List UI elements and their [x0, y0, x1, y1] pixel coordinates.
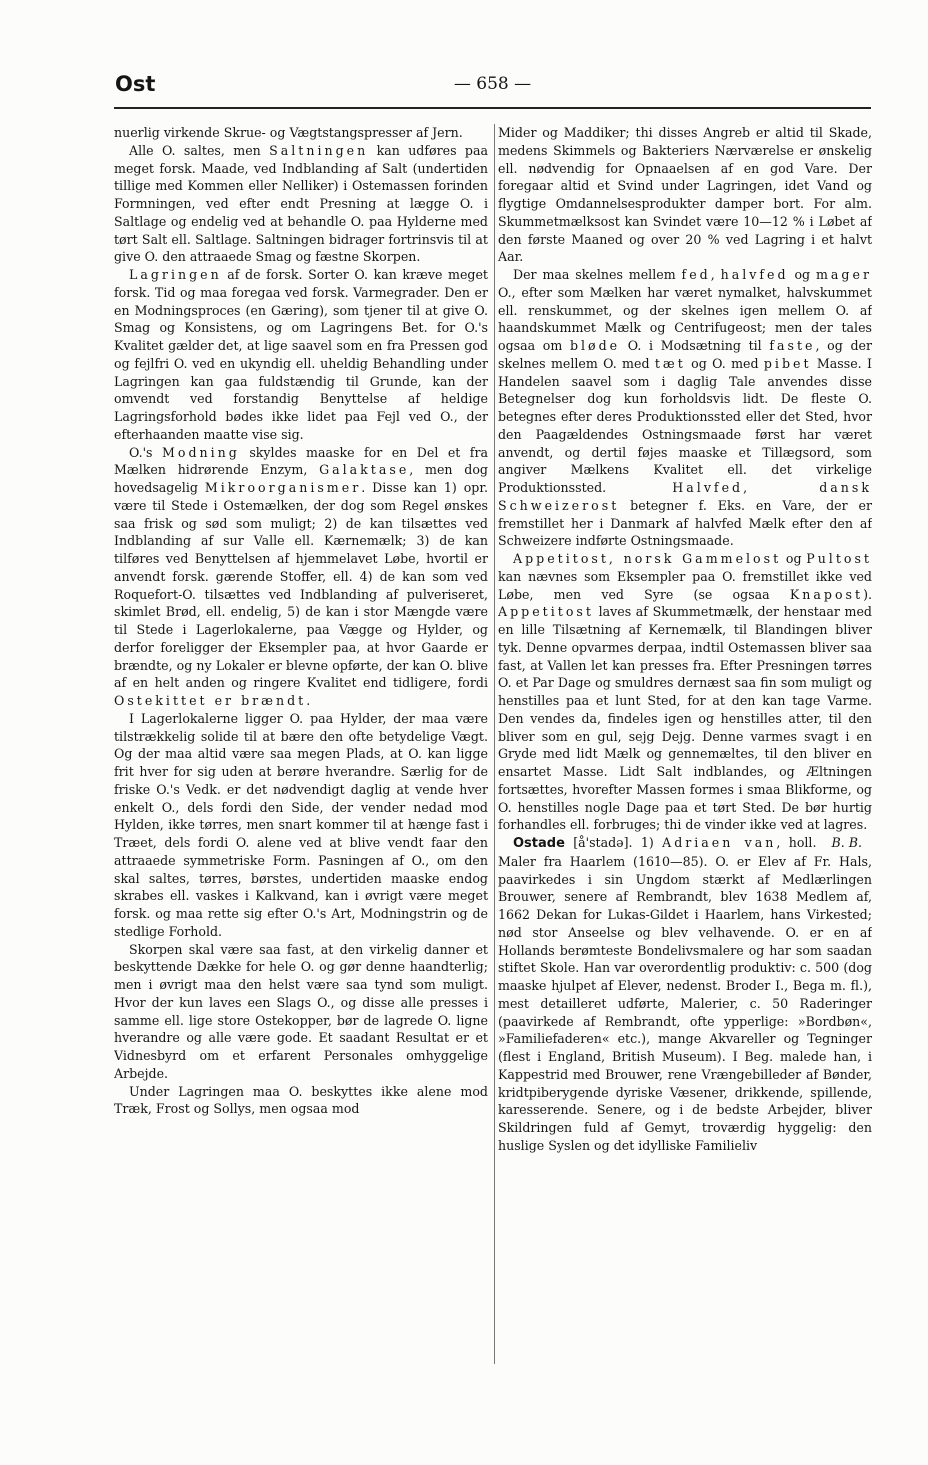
- paragraph: [114, 266, 488, 444]
- spaced-term: Adriaen van: [662, 835, 777, 850]
- text-run: , og der skelnes mellem O. med: [498, 338, 872, 371]
- spaced-term: Knapost: [789, 586, 864, 602]
- header-rule: [114, 107, 871, 109]
- page-number: — 658 —: [453, 74, 532, 94]
- text-run: betegner f. Eks. en Vare, der er fremstillet her i Danmark af halvfed Mælk efter den af Schweizere indførte Ostningsmaade.: [498, 497, 872, 549]
- text-run: [å'stadə]. 1): [564, 835, 663, 850]
- spaced-term: Appetitost: [498, 604, 594, 620]
- text-run: ).: [863, 586, 872, 602]
- spaced-term: Galaktase: [319, 462, 410, 478]
- paragraph: Under Lagringen maa O. beskyttes ikke alene mod Træk, Frost og Sollys, men ogsaa mod: [114, 1083, 488, 1117]
- text-run: , holl. Maler fra Haarlem (1610—85). O. er Elev af Fr. Hals, paavirkedes i sin Ungdom stærkt af Medlærlingen Brouwer, senere af Rembrandt, blev 1638 Medlem af, 1662 Dekan for Lukas-Gildet i Haarlem, hans Virkested; nød stor Anseelse og blev velhavende. O. er en af Hollands berømteste Bondelivsmalere og har som saadan stiftet Skole. Han var overordentlig produktiv: c. 500 (dog maaske hjulpet af Elever, nedenst. Broder I., Bega m. fl.), mest detailleret udførte, Malerier, c. 50 Raderinger (paavirkede af Rembrandt, ofte ypperlige: »Bordbøn«, »Familiefaderen« etc.), mange Akvareller og Tegninger (flest i England, British Museum). I Beg. malede han, i Kappestrid med Brouwer, rene Vrængebilleder af Bønder, kridtpiberygende dyriske Væsener, drikkende, spillende, karesserende. Senere, og i de bedste Arbejder, bliver Skildringen fuld af Gemyt, troværdig hyggelig: den huslige Syslen og det idylliske Familieliv: [498, 835, 872, 1153]
- entry-headword: Ostade: [513, 836, 565, 851]
- paragraph: [114, 444, 488, 710]
- page-header: [115, 72, 870, 102]
- text-run: Alle O. saltes, men: [129, 142, 270, 158]
- spaced-term: Mikroorganismer: [204, 480, 362, 495]
- text-run: Der maa skelnes mellem: [513, 267, 682, 282]
- spaced-term: tæt: [654, 355, 686, 371]
- left-column: [114, 124, 488, 1364]
- paragraph: [498, 834, 872, 1155]
- spaced-term: mager: [815, 267, 872, 282]
- spaced-term: bløde: [569, 338, 621, 353]
- paragraph: nuerlig virkende Skrue- og Vægtstangspresser af Jern.: [114, 125, 463, 140]
- text-run: kan nævnes som Eksempler paa O. fremstillet ikke ved Løbe, men ved Syre (se ogsaa: [498, 568, 872, 602]
- paragraph: [114, 142, 488, 266]
- paragraph: [498, 266, 872, 550]
- text-run: Masse. I Handelen saavel som i daglig Tale anvendes disse Betegnelser dog kun forholdsvis lidt. De fleste O. betegnes efter deres Produktionssted eller det Sted, hvor den Paagældendes Ostningsmaade først har været anvendt, og dertil føjes maaske et Tillægsord, som angiver Mælkens Kvalitet ell. det virkelige Produktionssted.: [498, 355, 872, 495]
- spaced-term: Modning: [162, 444, 240, 460]
- text-run: .: [306, 693, 311, 708]
- spaced-term: faste: [769, 338, 816, 353]
- spaced-term: Pultost: [806, 551, 872, 566]
- spaced-term: Saltningen: [269, 142, 369, 158]
- text-run: kan udføres paa meget forsk. Maade, ved Indblanding af Salt (undertiden tillige med Kommen eller Nelliker) i Ostemassen forinden Formningen, ved efter endt Presning at lægge O. i Saltlage og endelig ved at behandle O. paa Hylderne med tørt Salt ell. Saltlage. Saltningen bidrager fortrinsvis til at give O. den attraaede Smag og fæstne Skorpen.: [114, 142, 488, 265]
- right-column: [498, 124, 872, 1364]
- spaced-term: Ostekittet er brændt: [114, 693, 307, 708]
- author-signature: B. B.: [831, 835, 862, 850]
- text-run: og: [788, 267, 816, 282]
- spaced-term: pibet: [763, 355, 812, 371]
- spaced-term: Appetitost, norsk Gammelost: [513, 551, 782, 566]
- text-run: skyldes maaske for en Del et fra Mælken hidrørende Enzym,: [114, 444, 488, 478]
- paragraph: Skorpen skal være saa fast, at den virkelig danner et beskyttende Dække for hele O. og gør denne haandterlig; men i øvrigt maa den helst være saa tynd som muligt. Hvor der kun laves een Slags O., og disse alle presses i samme ell. lige store Ostekopper, bør de lagrede O. ligne hverandre og alle være gode. Et saadant Resultat er et Vidnesbyrd om et erfarent Personales omhyggelige Arbejde.: [114, 941, 488, 1081]
- spaced-term: Lagringen: [129, 267, 222, 282]
- text-run: af de forsk. Sorter O. kan kræve meget forsk. Tid og maa foregaa ved forsk. Varmegrader. Den er en Modningsproces (en Gæring), som tjener til at give O. Smag og Konsistens, og om Lagringens Bet. for O.'s Kvalitet gælder det, at lige saavel som en fra Pressen god og fejlfri O. ved en ukyndig ell. uheldig Behandling under Lagringen kan gaa fuldstændig til Grunde, kan der omvendt ved forstandig Benyttelse af heldige Lagringsforhold bødes ikke lidet paa Fejl ved O., der efterhaanden maatte vise sig.: [114, 267, 488, 442]
- column-divider: [494, 124, 495, 1364]
- spaced-term: halvfed: [720, 267, 789, 282]
- text-run: laves af Skummetmælk, der henstaar med en lille Tilsætning af Kernemælk, til Blandingen bliver tyk. Denne opvarmes derpaa, indtil Ostemassen bliver saa fast, at Vallen let kan presses fra. Efter Presningen tørres O. et Par Dage og smuldres dernæst saa fin som muligt og henstilles paa et lunt Sted, for at den kan tage Varme. Den vendes da, findeles igen og henstilles atter, til den bliver som en gul, sejg Dejg. Denne varmes svagt i en Gryde med lidt Mælk og gennemæltes, til den bliver en ensartet Masse. Lidt Salt indblandes, og Æltningen fortsættes, hvorefter Massen formes i smaa Blikforme, og O. henstilles nogle Dage paa et tørt Sted. De bør hurtig forhandles ell. forbruges; thi de vinder ikke ved at lagres.: [498, 604, 872, 833]
- text-run: ,: [710, 267, 721, 282]
- text-run: O., efter som Mælken har været nymalket, halvskummet ell. renskummet, og der skelnes igen mellem O. af haandskummet Mælk og Centrifugeost; men der tales ogsaa om: [498, 284, 872, 353]
- paragraph: I Lagerlokalerne ligger O. paa Hylder, der maa være tilstrækkelig solide til at bære den ofte betydelige Vægt. Og der maa altid være saa megen Plads, at O. kan ligge frit hver for sig uden at berøre hverandre. Særlig for de friske O.'s Vedk. er det nødvendigt daglig at vende hver enkelt O., dels fordi den Side, der vender nedad mod Hylden, ikke tørres, men snart kommer til at hænge fast i Træet, dels fordi O. alene ved at blive vendt faar den attraaede symmetriske Form. Pasningen af O., om den skal saltes, tørres, børstes, undertiden maaske endog skrabes ell. vaskes i Kalkvand, kan i øvrigt være meget forsk. og maa rette sig efter O.'s Art, Modningstrin og de stedlige Forhold.: [114, 710, 488, 939]
- text-run: O.'s: [129, 444, 162, 460]
- text-run: O. i Modsætning til: [620, 338, 770, 353]
- paragraph: Mider og Maddiker; thi disses Angreb er altid til Skade, medens Skimmels og Bakteriers Nærværelse er ønskelig ell. nødvendig for Opnaaelsen af en god Vare. Der foregaar altid et Svind under Lagringen, idet Vand og flygtige Omdannelsesprodukter damper bort. For alm. Skummetmælksost kan Svindet være 10—12 % i Løbet af den første Maaned og over 20 % ved Lagring i et halvt Aar.: [498, 125, 872, 265]
- text-run: og O. med: [685, 355, 764, 371]
- spaced-term: fed: [681, 267, 711, 282]
- running-head-word: Ost: [115, 72, 156, 96]
- text-run: , men dog hovedsagelig: [114, 462, 488, 495]
- text-run: . Disse kan 1) opr. være til Stede i Ostemælken, der dog som Regel ønskes saa frisk og sød som muligt; 2) de kan tilsættes ved Indblanding af sur Valle ell. Kærnemælk; 3) de kan tilføres ved Benyttelsen af hjemmelavet Løbe, hvortil er anvendt forsk. gærende Stoffer, ell. 4) de kan som ved Roquefort-O. tilsættes ved Indblanding af pulveriseret, skimlet Brød, ell. endelig, 5) de kan i stor Mængde være til Stede i Lagerlokalerne, paa Vægge og Hylder, og derfor foreligger der Eksempler paa, at hvor Gaarde er brændte, og ny Lokaler er blevne opførte, der kan O. blive af en helt anden og ringere Kvalitet end tidligere, fordi: [114, 480, 488, 691]
- spaced-term: Halvfed, dansk Schweizerost: [498, 480, 872, 513]
- text-run: og: [781, 551, 807, 566]
